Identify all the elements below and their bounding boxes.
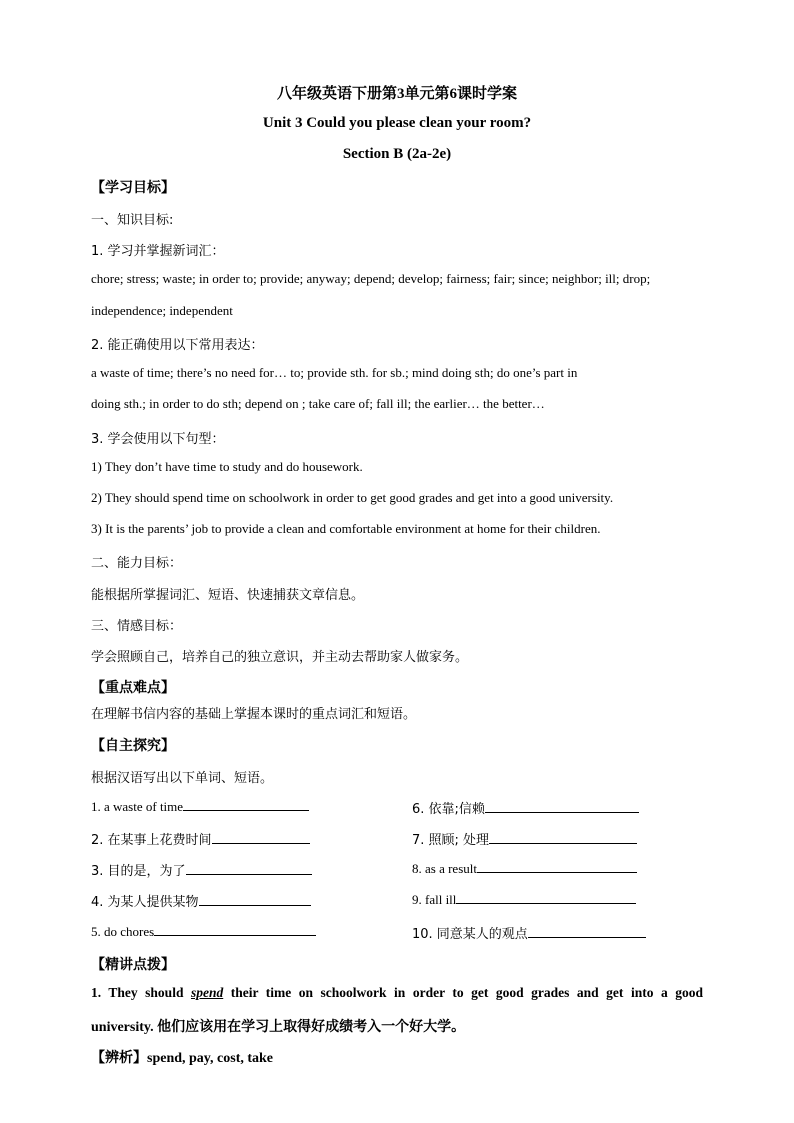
answer-blank-3[interactable]: [186, 862, 312, 875]
sentence-pattern-1: 1) They don’t have time to study and do housework.: [91, 459, 363, 474]
expressions-line-1: a waste of time; there’s no need for… to; provide sth. for sb.; mind doing sth; do one’s part in: [91, 365, 578, 380]
key-points-text: 在理解书信内容的基础上掌握本课时的重点词汇和短语。: [91, 707, 417, 722]
exercise-item-1: 1. a waste of time: [91, 798, 309, 815]
sentence-pattern-3: 3) It is the parents’ job to provide a clean and comfortable environment at home for their children.: [91, 521, 601, 536]
self-study-heading: 【自主探究】: [91, 739, 175, 754]
example-sentence-line-1: 1. They should spend their time on schoolwork in order to get good grades and get into a good: [91, 985, 703, 1000]
sentence-patterns-label: 3. 学会使用以下句型：: [91, 432, 225, 447]
answer-blank-9[interactable]: [456, 891, 636, 904]
analysis-text: spend, pay, cost, take: [147, 1051, 274, 1066]
answer-blank-4[interactable]: [199, 893, 311, 906]
vocab-label: 1. 学习并掌握新词汇：: [91, 244, 225, 259]
vocab-line-2: independence; independent: [91, 303, 233, 318]
exercise-item-3: 3. 目的是，为了: [91, 860, 312, 879]
analysis-label: 【辨析】: [91, 1050, 147, 1066]
ability-goal-text: 能根据所掌握词汇、短语、快速捕获文章信息。: [91, 588, 365, 603]
example-sentence-line-2: university. 他们应该用在学习上取得好成绩考入一个好大学。: [91, 1019, 466, 1035]
exercise-item-6: 6. 依靠;信赖: [412, 798, 639, 817]
knowledge-goal-label: 一、知识目标:: [91, 213, 174, 228]
keyword-spend: spend: [190, 985, 224, 1000]
sentence-pattern-2: 2) They should spend time on schoolwork in order to get good grades and get into a good university.: [91, 490, 614, 505]
answer-blank-8[interactable]: [477, 860, 637, 873]
doc-title: 八年级英语下册第3单元第6课时学案: [276, 86, 517, 102]
answer-blank-1[interactable]: [183, 798, 309, 811]
answer-blank-5[interactable]: [154, 923, 316, 936]
exercise-item-7: 7. 照顾; 处理: [412, 829, 637, 848]
answer-blank-10[interactable]: [528, 925, 646, 938]
explanation-heading: 【精讲点拨】: [91, 958, 175, 973]
ability-goal-label: 二、能力目标：: [91, 556, 183, 571]
section-title: Section B (2a-2e): [342, 146, 452, 162]
vocab-line-1: chore; stress; waste; in order to; provide; anyway; depend; develop; fairness; fair; since; neighbor; ill; drop;: [91, 271, 651, 286]
emotion-goal-label: 三、情感目标：: [91, 619, 183, 634]
key-points-heading: 【重点难点】: [91, 681, 175, 696]
analysis-line: [91, 1047, 273, 1067]
self-study-instruction: 根据汉语写出以下单词、短语。: [91, 771, 274, 786]
answer-blank-6[interactable]: [485, 800, 639, 813]
unit-title: Unit 3 Could you please clean your room?: [262, 115, 532, 131]
exercise-item-2: 2. 在某事上花费时间: [91, 829, 310, 848]
exercise-item-10: 10. 同意某人的观点: [412, 923, 646, 942]
answer-blank-7[interactable]: [489, 831, 637, 844]
exercise-item-4: 4. 为某人提供某物: [91, 891, 311, 910]
objectives-heading: 【学习目标】: [91, 181, 175, 196]
expressions-line-2: doing sth.; in order to do sth; depend on ; take care of; fall ill; the earlier… the better…: [91, 396, 545, 411]
answer-blank-2[interactable]: [212, 831, 310, 844]
exercise-item-5: 5. do chores: [91, 923, 316, 940]
emotion-goal-text: 学会照顾自己，培养自己的独立意识，并主动去帮助家人做家务。: [91, 650, 469, 665]
expressions-label: 2. 能正确使用以下常用表达：: [91, 338, 264, 353]
exercise-item-9: 9. fall ill: [412, 891, 636, 908]
exercise-item-8: 8. as a result: [412, 860, 637, 877]
